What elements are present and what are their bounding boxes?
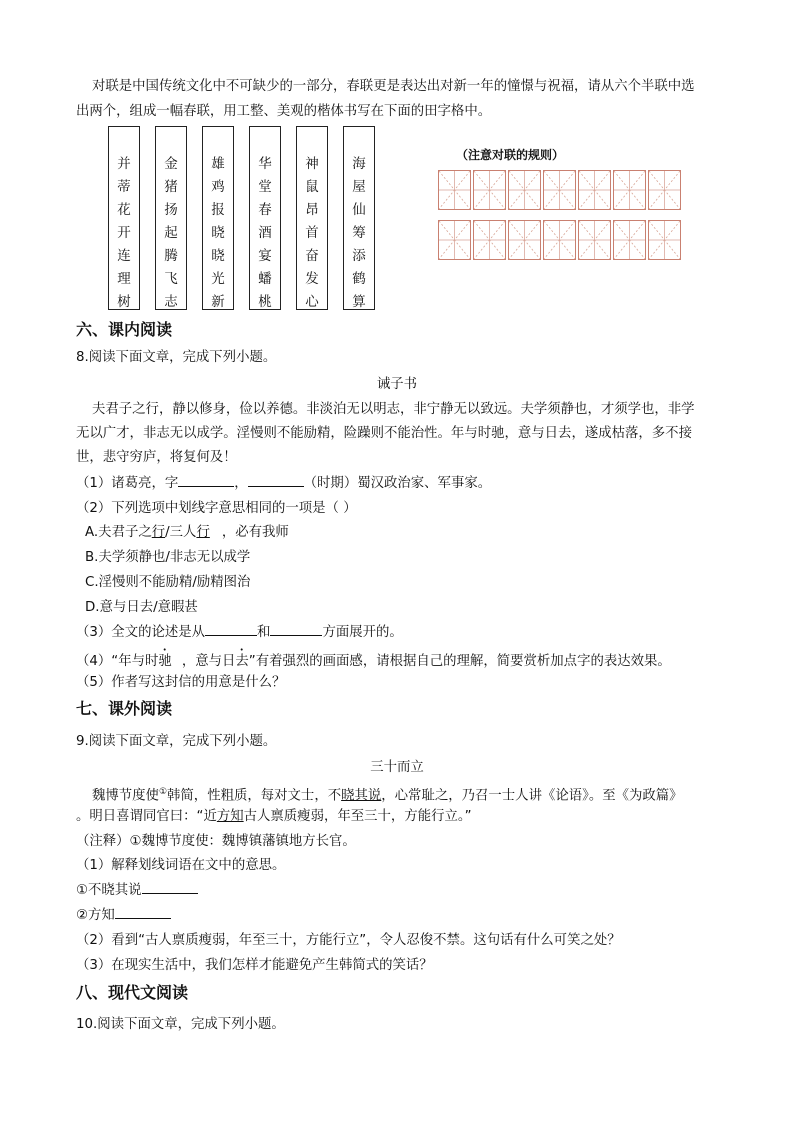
couplet-strip <box>108 126 140 310</box>
couplet-char: 起 <box>164 225 178 241</box>
question-8-prompt: 8.阅读下面文章，完成下列小题。 <box>76 350 277 365</box>
section-heading-6: 六、课内阅读 <box>76 320 173 339</box>
grid-note: （注意对联的规则） <box>456 148 565 162</box>
couplet-char: 鼠 <box>305 179 319 195</box>
couplet-char: 桃 <box>258 294 272 310</box>
passage-title-sanshi: 三十而立 <box>370 760 424 775</box>
couplet-char: 光 <box>211 271 225 287</box>
passage-line-1: 魏博节度使①韩简，性粗质，每对文士，不晓其说，心常耻之，乃召一士人讲《论语》。至《为政篇》 <box>92 787 683 804</box>
answer-blank[interactable] <box>270 621 322 636</box>
couplet-char: 春 <box>258 202 272 218</box>
couplet-char: 酒 <box>258 225 272 241</box>
couplet-char: 鹤 <box>352 271 366 287</box>
option-a[interactable]: A.夫君子之行/三人行 ，必有我师 <box>85 525 289 540</box>
couplet-char: 飞 <box>164 271 178 287</box>
annotation-note: （注释）①魏博节度使：魏博镇藩镇地方长官。 <box>76 834 356 849</box>
option-d[interactable]: D.意与日去/意暇甚 <box>85 600 198 615</box>
couplet-char: 报 <box>211 202 225 218</box>
couplet-char: 雄 <box>211 156 225 172</box>
couplet-char: 蟠 <box>258 271 272 287</box>
couplet-char: 海 <box>352 156 366 172</box>
tianzige-cell[interactable] <box>473 170 506 210</box>
sub-question-1-ii: ②方知 <box>76 904 726 929</box>
tianzige-cell[interactable] <box>508 220 541 260</box>
couplet-char: 筹 <box>352 225 366 241</box>
section-heading-7: 七、课外阅读 <box>76 699 173 718</box>
couplet-char: 堂 <box>258 179 272 195</box>
couplet-char: 华 <box>258 156 272 172</box>
tianzige-cell[interactable] <box>613 220 646 260</box>
couplet-strip <box>202 126 234 310</box>
couplet-char: 仙 <box>352 202 366 218</box>
couplet-char: 蒂 <box>117 179 131 195</box>
answer-blank[interactable] <box>248 472 304 487</box>
couplet-char: 并 <box>117 156 131 172</box>
sub-question-3: （3）在现实生活中，我们怎样才能避免产生韩简式的笑话？ <box>76 958 433 973</box>
passage-title-jiezishu: 诫子书 <box>376 377 418 392</box>
couplet-strip <box>249 126 281 310</box>
question-9-prompt: 9.阅读下面文章，完成下列小题。 <box>76 734 277 749</box>
couplet-char: 发 <box>305 271 319 287</box>
couplet-char: 猪 <box>164 179 178 195</box>
couplet-strip <box>343 126 375 310</box>
intro-line-2: 出两个，组成一幅春联，用工整、美观的楷体书写在下面的田字格中。 <box>76 104 492 119</box>
passage-line-3: 世，悲守穷庐，将复何及！ <box>76 450 237 465</box>
tianzige-cell[interactable] <box>648 170 681 210</box>
couplet-char: 腾 <box>164 248 178 264</box>
couplet-char: 连 <box>117 248 131 264</box>
couplet-char: 神 <box>305 156 319 172</box>
question-10-prompt: 10.阅读下面文章，完成下列小题。 <box>76 1017 285 1032</box>
couplet-char: 新 <box>211 294 225 310</box>
couplet-char: 晓 <box>211 248 225 264</box>
answer-blank[interactable] <box>142 879 198 894</box>
passage-line-1: 夫君子之行，静以修身，俭以养德。非淡泊无以明志，非宁静无以致远。夫学须静也，才须学也，非学 <box>92 402 695 417</box>
sub-question-2: （2）下列选项中划线字意思相同的一项是（ ） <box>76 501 357 516</box>
couplet-char: 金 <box>164 156 178 172</box>
couplet-char: 奋 <box>305 248 319 264</box>
tianzige-cell[interactable] <box>473 220 506 260</box>
passage-line-2: 无以广才，非志无以成学。淫慢则不能励精，险躁则不能治性。年与时驰，意与日去，遂成枯落，多不接 <box>76 426 692 441</box>
couplet-char: 屋 <box>352 179 366 195</box>
section-heading-8: 八、现代文阅读 <box>76 983 189 1002</box>
couplet-char: 鸡 <box>211 179 225 195</box>
couplet-char: 晓 <box>211 225 225 241</box>
answer-blank[interactable] <box>115 904 171 919</box>
sub-question-3: （3）全文的论述是从 和 方面展开的。 <box>76 621 726 646</box>
tianzige-cell[interactable] <box>613 170 646 210</box>
sub-question-1-i: ①不晓其说 <box>76 879 726 904</box>
sub-question-4: （4）“年与时驰 ，意与日去”有着强烈的画面感，请根据自己的理解，简要赏析加点字的表达效果。 <box>76 654 671 669</box>
passage-line-2: 。明日喜谓同官曰：“近方知古人禀质瘦弱，年至三十，方能行立。” <box>76 809 472 824</box>
couplet-char: 理 <box>117 271 131 287</box>
intro-line-1: 对联是中国传统文化中不可缺少的一部分，春联更是表达出对新一年的憧憬与祝福，请从六个半联中选 <box>92 79 695 94</box>
option-b[interactable]: B.夫学须静也/非志无以成学 <box>85 550 251 565</box>
answer-blank[interactable] <box>205 621 257 636</box>
answer-blank[interactable] <box>178 472 234 487</box>
couplet-char: 首 <box>305 225 319 241</box>
grid-row-lower[interactable] <box>438 220 683 260</box>
tianzige-cell[interactable] <box>508 170 541 210</box>
couplet-char: 开 <box>117 225 131 241</box>
tianzige-cell[interactable] <box>543 170 576 210</box>
sub-question-2: （2）看到“古人禀质瘦弱，年至三十，方能行立”，令人忍俊不禁。这句话有什么可笑之处？ <box>76 933 621 948</box>
couplet-char: 添 <box>352 248 366 264</box>
tianzige-cell[interactable] <box>438 220 471 260</box>
tianzige-cell[interactable] <box>438 170 471 210</box>
couplet-char: 心 <box>305 294 319 310</box>
tianzige-cell[interactable] <box>578 220 611 260</box>
tianzige-cell[interactable] <box>543 220 576 260</box>
tianzige-cell[interactable] <box>578 170 611 210</box>
sub-question-1: （1）诸葛亮，字 ， （时期）蜀汉政治家、军事家。 <box>76 472 726 497</box>
couplet-char: 志 <box>164 294 178 310</box>
option-c[interactable]: C.淫慢则不能励精/励精图治 <box>85 575 251 590</box>
sub-question-1: （1）解释划线词语在文中的意思。 <box>76 858 286 873</box>
couplet-char: 算 <box>352 294 366 310</box>
couplet-strip <box>155 126 187 310</box>
couplet-char: 宴 <box>258 248 272 264</box>
couplet-strip <box>296 126 328 310</box>
tianzige-cell[interactable] <box>648 220 681 260</box>
sub-question-5: （5）作者写这封信的用意是什么？ <box>76 675 286 690</box>
couplet-char: 昂 <box>305 202 319 218</box>
couplet-char: 树 <box>117 294 131 310</box>
couplet-char: 扬 <box>164 202 178 218</box>
couplet-char: 花 <box>117 202 131 218</box>
grid-row-upper[interactable] <box>438 170 683 210</box>
